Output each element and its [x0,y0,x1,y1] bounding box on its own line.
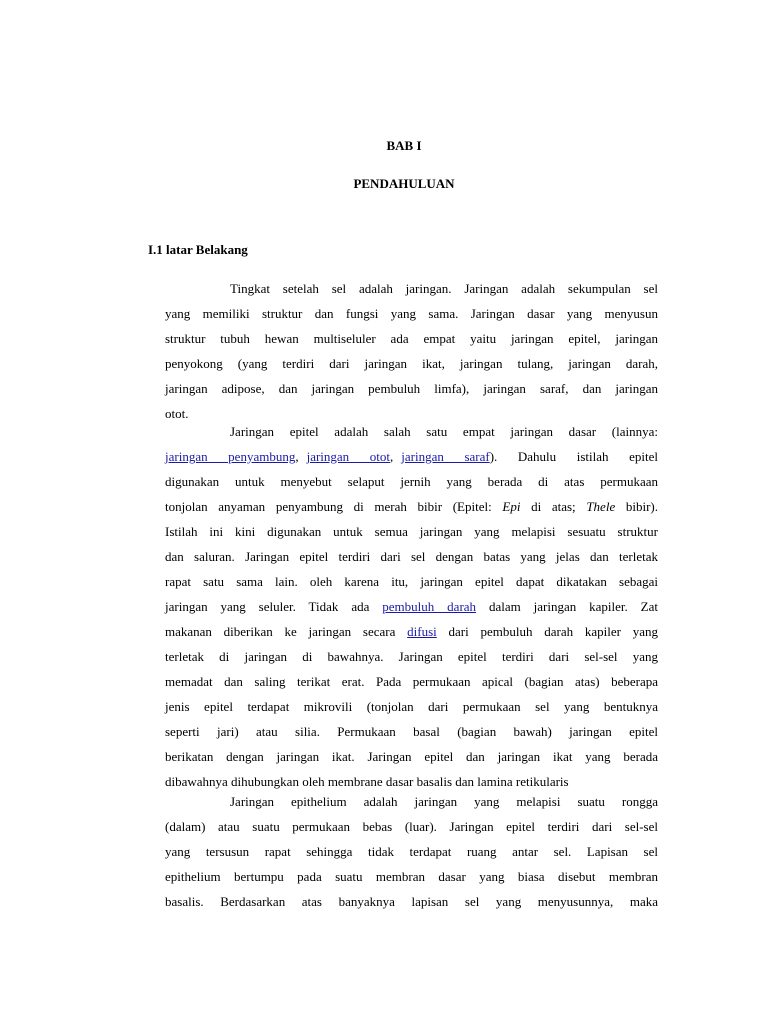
chapter-number: BAB I [386,138,422,153]
line-text: jaringan yang seluler. Tidak ada [165,599,383,614]
paragraph-line: yang memiliki struktur dan fungsi yang sama. Jaringan dasar yang menyusun [165,306,658,321]
paragraph-line: rapat satu sama lain. oleh karena itu, jaringan epitel dapat dikatakan sebagai [165,574,658,589]
line-text: di atas; [520,499,587,514]
paragraph-line: Jaringan epitel adalah salah satu empat jaringan dasar (lainnya: [230,424,658,439]
comma: , [390,449,394,464]
section-title: I.1 latar Belakang [148,242,248,257]
paragraph-line: memadat dan saling terikat erat. Pada permukaan apical (bagian atas) beberapa [165,674,658,689]
link-jaringan-saraf[interactable]: jaringan saraf [401,449,490,464]
paragraph-1 [165,276,658,426]
paragraph-3 [165,789,658,914]
link-jaringan-penyambung[interactable]: jaringan penyambung [165,449,296,464]
paragraph-line: terletak di jaringan di bawahnya. Jaringan epitel terdiri dari sel-sel yang [165,649,658,664]
paragraph-line: struktur tubuh hewan multiseluler ada empat yaitu jaringan epitel, jaringan [165,331,658,346]
paragraph-line: (dalam) atau suatu permukaan bebas (luar). Jaringan epitel terdiri dari sel-sel [165,819,658,834]
line-text: bibir). [615,499,659,514]
line-text: dari pembuluh darah kapiler yang [436,624,658,639]
paragraph-line [165,494,658,519]
line-text: dalam jaringan kapiler. Zat [476,599,658,614]
comma: , [295,449,299,464]
paragraph-line: digunakan untuk menyebut selaput jernih yang berada di atas permukaan [165,474,658,489]
chapter-title: PENDAHULUAN [353,176,455,191]
paragraph-2 [165,419,658,794]
italic-term: Thele [586,499,616,514]
paragraph-line: dibawahnya dihubungkan oleh membrane dasar basalis dan lamina retikularis [165,774,569,789]
paragraph-line [165,444,658,469]
paragraph-line: penyokong (yang terdiri dari jaringan ikat, jaringan tulang, jaringan darah, [165,356,658,371]
line-text: ). Dahulu istilah epitel [489,449,658,464]
paragraph-line [165,619,658,644]
paragraph-line [165,594,658,619]
line-text: tonjolan anyaman penyambung di merah bibir (Epitel: [165,499,503,514]
paragraph-line: seperti jari) atau silia. Permukaan basal (bagian bawah) jaringan epitel [165,724,658,739]
paragraph-line: Tingkat setelah sel adalah jaringan. Jaringan adalah sekumpulan sel [230,281,658,296]
paragraph-line: jaringan adipose, dan jaringan pembuluh limfa), jaringan saraf, dan jaringan [165,381,658,396]
link-jaringan-otot[interactable]: jaringan otot [306,449,391,464]
paragraph-line: dan saluran. Jaringan epitel terdiri dari sel dengan batas yang jelas dan terletak [165,549,658,564]
paragraph-line: otot. [165,406,189,421]
paragraph-line: jenis epitel terdapat mikrovili (tonjolan dari permukaan sel yang bentuknya [165,699,658,714]
paragraph-line: basalis. Berdasarkan atas banyaknya lapisan sel yang menyusunnya, maka [165,894,658,909]
paragraph-line: epithelium bertumpu pada suatu membran dasar yang biasa disebut membran [165,869,658,884]
italic-term: Epi [502,499,521,514]
paragraph-line: Istilah ini kini digunakan untuk semua jaringan yang melapisi sesuatu struktur [165,524,658,539]
paragraph-line: Jaringan epithelium adalah jaringan yang melapisi suatu rongga [230,794,658,809]
link-pembuluh-darah[interactable]: pembuluh darah [382,599,477,614]
paragraph-line: yang tersusun rapat sehingga tidak terdapat ruang antar sel. Lapisan sel [165,844,658,859]
link-difusi[interactable]: difusi [407,624,437,639]
line-text: makanan diberikan ke jaringan secara [165,624,408,639]
paragraph-line: berikatan dengan jaringan ikat. Jaringan epitel dan jaringan ikat yang berada [165,749,658,764]
